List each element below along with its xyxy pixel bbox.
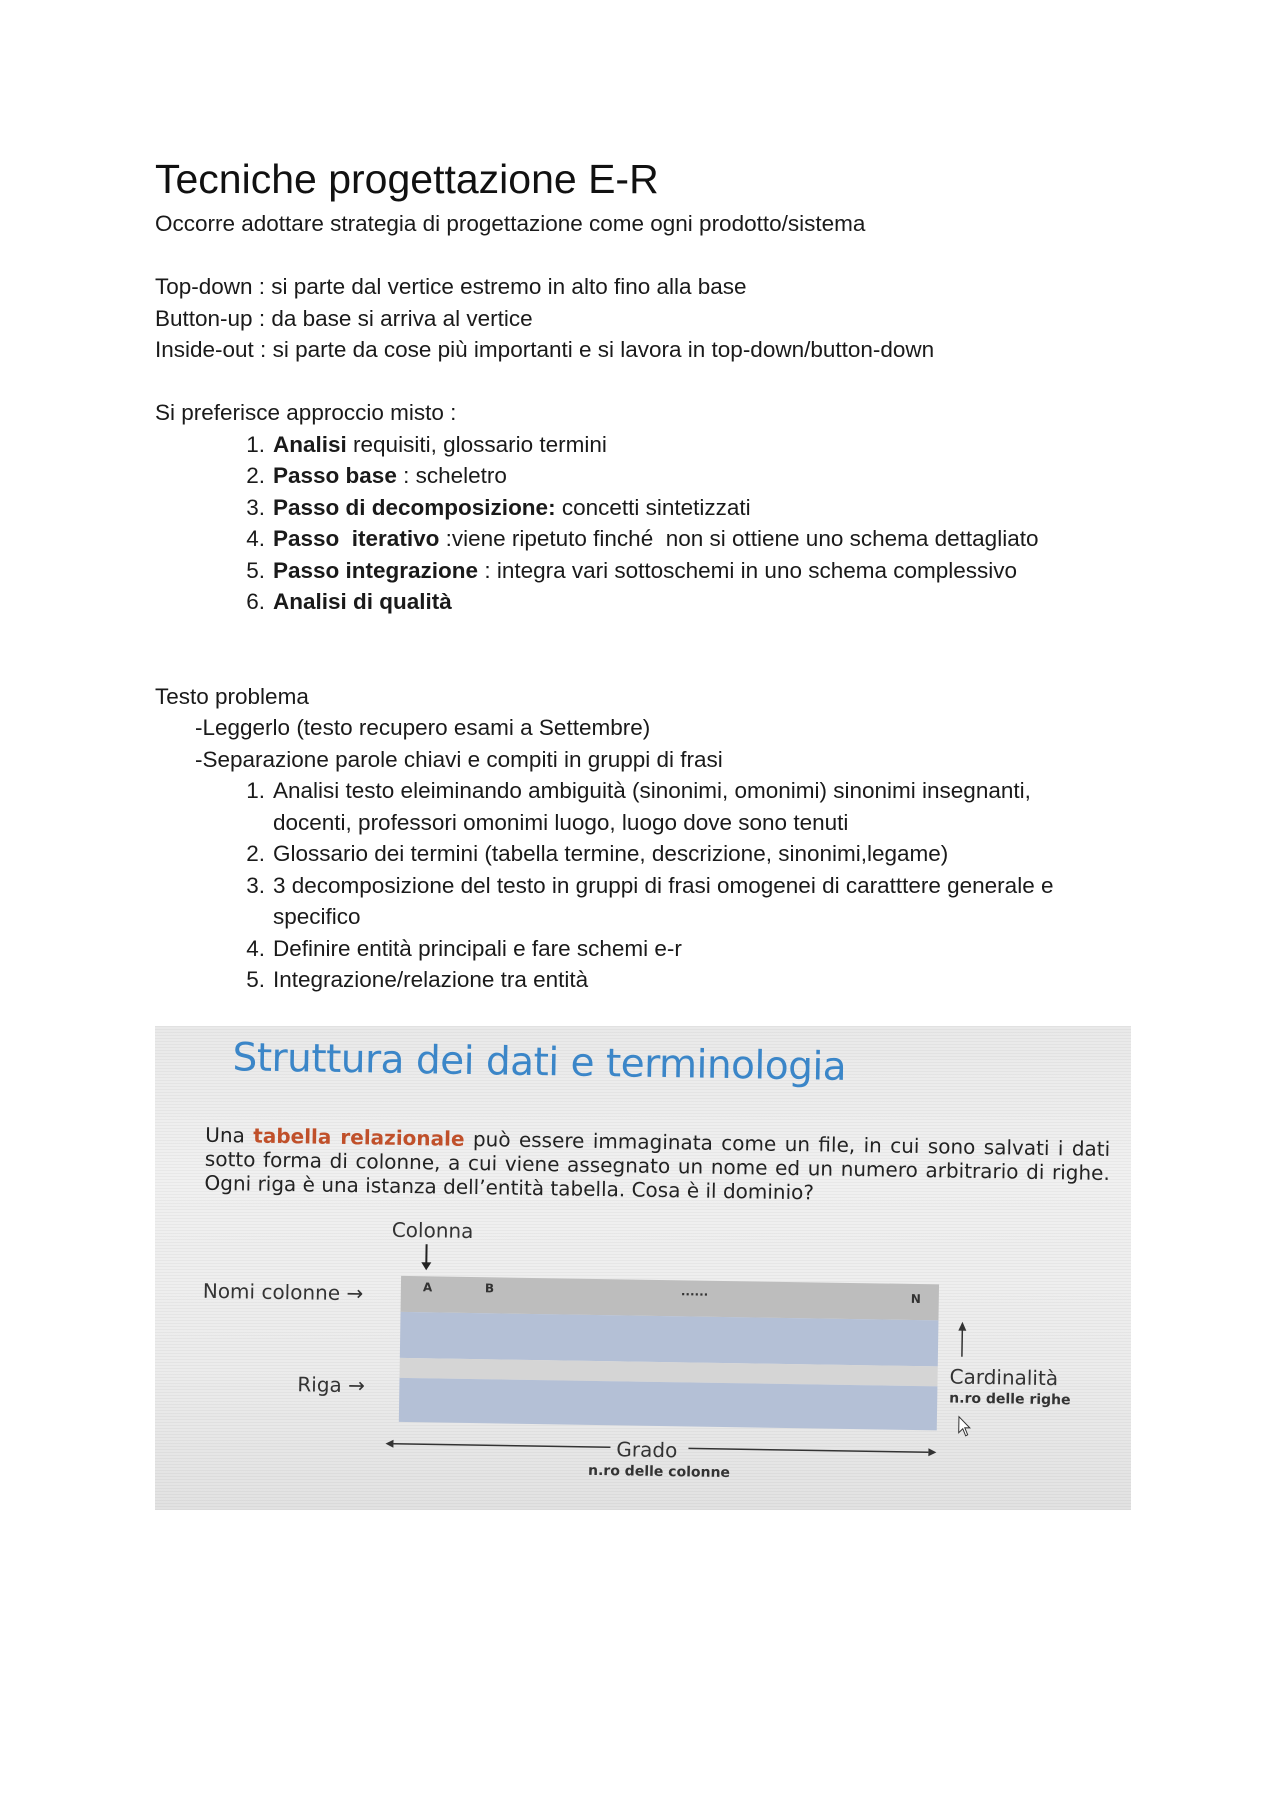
- list-item: 4. Passo iterativo :viene ripetuto finché non si ottiene uno schema dettagliato: [246, 526, 1039, 551]
- grado-left-line-icon: [393, 1444, 610, 1447]
- list-item: 1. Analisi testo eleiminando ambiguità (sinonimi, omonimi) sinonimi insegnanti, docenti, professori omonimi luogo, luogo dove sono tenuti: [246, 778, 1031, 835]
- list-item: 5. Integrazione/relazione tra entità: [246, 967, 589, 992]
- problem-steps-list: [155, 775, 1135, 996]
- list-item: 2. Passo base : scheletro: [246, 463, 507, 488]
- column-a-label: A: [422, 1280, 433, 1295]
- grado-label: Grado: [616, 1437, 678, 1463]
- problem-heading: Testo problema: [155, 683, 309, 709]
- mixed-approach-heading: Si preferisce approccio misto :: [155, 400, 457, 425]
- slide-photo: [155, 1026, 1131, 1510]
- problem-note: -Separazione parole chiavi e compiti in gruppi di frasi: [195, 746, 723, 772]
- highlight-term: tabella relazionale: [253, 1123, 465, 1151]
- strategy-button-up: Button-up : da base si arriva al vertice: [155, 305, 533, 331]
- page-title: Tecniche progettazione E-R: [155, 156, 659, 202]
- list-item: 5. Passo integrazione : integra vari sottoschemi in uno schema complessivo: [246, 557, 1018, 583]
- list-item: 3. Passo di decomposizione: concetti sintetizzati: [246, 494, 751, 520]
- document-page: [155, 150, 1135, 996]
- slide-title: Struttura dei dati e terminologia: [232, 1035, 847, 1090]
- intro-text: Occorre adottare strategia di progettazione come ogni prodotto/sistema: [155, 211, 866, 236]
- problem-note: -Leggerlo (testo recupero esami a Settembre): [195, 715, 651, 740]
- mixed-steps-list: [155, 429, 1135, 618]
- grado-right-arrowhead-icon: [928, 1448, 936, 1456]
- slide-paragraph: Una tabella relazionale può essere immaginata come un file, in cui sono salvati i dati sotto forma di colonne, a cui viene assegnato un nome ed un numero arbitrario di righe. Ogni riga è una istanza dell’entità tabella. Cosa è il dominio?: [204, 1122, 1111, 1205]
- colonna-arrowhead-icon: [421, 1262, 431, 1270]
- column-n-label: N: [910, 1291, 921, 1307]
- list-item: 2. Glossario dei termini (tabella termine, descrizione, sinonimi,legame): [246, 841, 949, 866]
- list-item: 4. Definire entità principali e fare schemi e-r: [246, 935, 682, 961]
- grado-right-line-icon: [688, 1448, 928, 1452]
- list-item: 1. Analisi requisiti, glossario termini: [246, 431, 607, 457]
- colonna-label: Colonna: [391, 1217, 474, 1244]
- cardinalita-arrowhead-icon: [958, 1322, 966, 1331]
- column-dots-label: ......: [680, 1284, 709, 1299]
- list-item: 3. 3 decomposizione del testo in gruppi di frasi omogenei di caratttere generale e specifico: [246, 872, 1054, 929]
- grado-sub-label: n.ro delle colonne: [587, 1462, 731, 1482]
- diagram-arrows: [155, 1026, 1131, 1510]
- strategy-top-down: Top-down : si parte dal vertice estremo in alto fino alla base: [155, 274, 747, 299]
- cardinalita-sub-label: n.ro delle righe: [949, 1390, 1071, 1409]
- grado-left-arrowhead-icon: [385, 1440, 393, 1448]
- riga-label: Riga →: [297, 1372, 366, 1398]
- nomi-colonne-label: Nomi colonne →: [202, 1278, 364, 1306]
- list-item: 6. Analisi di qualità: [246, 589, 452, 614]
- cardinalita-label: Cardinalità: [949, 1364, 1059, 1391]
- column-b-label: B: [484, 1281, 495, 1296]
- strategy-inside-out: Inside-out : si parte da cose più importanti e si lavora in top-down/button-down: [155, 337, 935, 362]
- cursor-icon: [959, 1417, 970, 1436]
